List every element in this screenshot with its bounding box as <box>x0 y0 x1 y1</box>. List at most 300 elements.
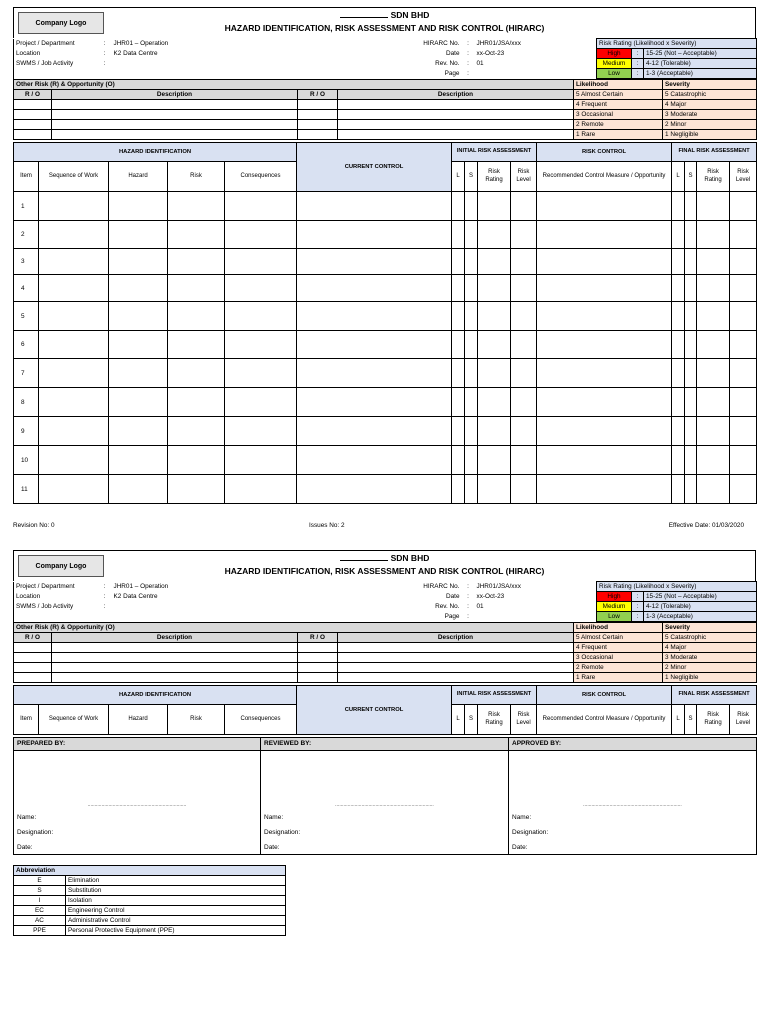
item-number: 6 <box>14 331 39 359</box>
hirarc-form-page-1 <box>13 7 756 507</box>
severity-item: 5 Catastrophic <box>663 90 757 100</box>
likelihood-item: 4 Frequent <box>574 100 663 110</box>
entry-cell[interactable] <box>685 331 697 359</box>
description-cell[interactable] <box>338 120 574 130</box>
ro-cell[interactable] <box>298 130 338 140</box>
ro-cell[interactable] <box>14 653 52 663</box>
entry-cell[interactable] <box>537 192 672 221</box>
l-col-header: L <box>672 162 685 192</box>
s-col-header: S <box>685 162 697 192</box>
ro-cell[interactable] <box>14 100 52 110</box>
location-value[interactable]: K2 Data Centre <box>113 593 158 600</box>
hazard-table <box>13 685 757 735</box>
hazard-identification-header: HAZARD IDENTIFICATION <box>14 686 297 705</box>
table-row <box>14 359 757 388</box>
entry-cell[interactable] <box>39 221 109 249</box>
entry-cell[interactable] <box>537 302 672 331</box>
signature-table <box>13 737 757 855</box>
risk-level-col-header: Risk Level <box>730 705 757 735</box>
risk-level-col-header: Risk Level <box>730 162 757 192</box>
entry-cell[interactable] <box>511 359 537 388</box>
current-control-header: CURRENT CONTROL <box>297 143 452 192</box>
entry-cell[interactable] <box>225 475 297 504</box>
entry-cell[interactable] <box>672 417 685 446</box>
item-col-header: Item <box>14 162 39 192</box>
entry-cell[interactable] <box>537 275 672 302</box>
entry-cell[interactable] <box>730 192 757 221</box>
entry-cell[interactable] <box>730 359 757 388</box>
entry-cell[interactable] <box>297 331 452 359</box>
entry-cell[interactable] <box>109 275 168 302</box>
description-cell[interactable] <box>338 653 574 663</box>
approved-signature-box[interactable]: ....................................................................... Name: Designation: Date: <box>509 751 757 855</box>
entry-cell[interactable] <box>537 359 672 388</box>
risk-rating-col-header: Risk Rating <box>478 705 511 735</box>
severity-header: Severity <box>663 623 757 633</box>
description-cell[interactable] <box>338 110 574 120</box>
entry-cell[interactable] <box>465 221 478 249</box>
description-cell[interactable] <box>52 663 298 673</box>
entry-cell[interactable] <box>537 221 672 249</box>
swms-label: SWMS / Job Activity <box>14 602 98 612</box>
ro-cell[interactable] <box>14 110 52 120</box>
item-number: 5 <box>14 302 39 331</box>
entry-cell[interactable] <box>465 331 478 359</box>
abbr-code: AC <box>14 916 66 926</box>
entry-cell[interactable] <box>168 331 225 359</box>
likelihood-item: 1 Rare <box>574 130 663 140</box>
entry-cell[interactable] <box>297 417 452 446</box>
entry-cell[interactable] <box>168 475 225 504</box>
entry-cell[interactable] <box>297 359 452 388</box>
entry-cell[interactable] <box>672 446 685 475</box>
entry-cell[interactable] <box>697 417 730 446</box>
reviewed-by-label: REVIEWED BY: <box>261 738 509 751</box>
entry-cell[interactable] <box>672 359 685 388</box>
description-header: Description <box>338 90 574 100</box>
description-cell[interactable] <box>338 663 574 673</box>
entry-cell[interactable] <box>685 475 697 504</box>
description-cell[interactable] <box>52 120 298 130</box>
hazard-col-header: Hazard <box>109 162 168 192</box>
entry-cell[interactable] <box>452 275 465 302</box>
entry-cell[interactable] <box>39 446 109 475</box>
entry-cell[interactable] <box>730 417 757 446</box>
entry-cell[interactable] <box>478 417 511 446</box>
entry-cell[interactable] <box>537 249 672 275</box>
entry-cell[interactable] <box>697 359 730 388</box>
entry-cell[interactable] <box>697 302 730 331</box>
rev-label: Rev. No. <box>435 603 460 610</box>
entry-cell[interactable] <box>685 446 697 475</box>
entry-cell[interactable] <box>672 302 685 331</box>
entry-cell[interactable] <box>672 275 685 302</box>
severity-item: 2 Minor <box>663 120 757 130</box>
risk-low-desc: 1-3 (Acceptable) <box>644 69 757 79</box>
location-value[interactable]: K2 Data Centre <box>113 50 158 57</box>
description-cell[interactable] <box>52 130 298 140</box>
entry-cell[interactable] <box>39 417 109 446</box>
description-header: Description <box>338 633 574 643</box>
ro-cell[interactable] <box>14 120 52 130</box>
entry-cell[interactable] <box>225 192 297 221</box>
severity-item: 3 Moderate <box>663 110 757 120</box>
ro-cell[interactable] <box>298 653 338 663</box>
entry-cell[interactable] <box>672 192 685 221</box>
entry-cell[interactable] <box>109 359 168 388</box>
likelihood-item: 5 Almost Certain <box>574 90 663 100</box>
entry-cell[interactable] <box>685 359 697 388</box>
entry-cell[interactable] <box>297 249 452 275</box>
entry-cell[interactable] <box>297 446 452 475</box>
hirarc-value[interactable]: JHR01/JSA/xxx <box>476 40 521 47</box>
entry-cell[interactable] <box>109 249 168 275</box>
entry-cell[interactable] <box>697 475 730 504</box>
entry-cell[interactable] <box>168 359 225 388</box>
risk-control-header: RISK CONTROL <box>537 143 672 162</box>
entry-cell[interactable] <box>452 388 465 417</box>
entry-cell[interactable] <box>225 275 297 302</box>
form-header <box>13 550 756 581</box>
entry-cell[interactable] <box>168 275 225 302</box>
entry-cell[interactable] <box>452 331 465 359</box>
likelihood-item: 4 Frequent <box>574 643 663 653</box>
description-cell[interactable] <box>52 653 298 663</box>
entry-cell[interactable] <box>109 475 168 504</box>
entry-cell[interactable] <box>478 249 511 275</box>
entry-cell[interactable] <box>225 221 297 249</box>
table-row <box>14 249 757 275</box>
entry-cell[interactable] <box>730 221 757 249</box>
entry-cell[interactable] <box>685 388 697 417</box>
item-number: 7 <box>14 359 39 388</box>
risk-medium-badge: Medium <box>597 59 632 69</box>
entry-cell[interactable] <box>685 192 697 221</box>
ro-cell[interactable] <box>298 100 338 110</box>
entry-cell[interactable] <box>297 192 452 221</box>
initial-risk-header: INITIAL RISK ASSESSMENT <box>452 686 537 705</box>
ro-cell[interactable] <box>14 130 52 140</box>
entry-cell[interactable] <box>452 221 465 249</box>
entry-cell[interactable] <box>225 417 297 446</box>
ro-cell[interactable] <box>298 673 338 683</box>
likelihood-item: 5 Almost Certain <box>574 633 663 643</box>
hazard-table <box>13 142 757 507</box>
entry-cell[interactable] <box>672 221 685 249</box>
entry-cell[interactable] <box>109 221 168 249</box>
entry-cell[interactable] <box>39 388 109 417</box>
date-value[interactable]: xx-Oct-23 <box>476 50 505 57</box>
likelihood-item: 2 Remote <box>574 120 663 130</box>
date-value[interactable]: xx-Oct-23 <box>476 593 505 600</box>
entry-cell[interactable] <box>537 446 672 475</box>
company-logo: Company Logo <box>18 555 104 577</box>
entry-cell[interactable] <box>478 359 511 388</box>
abbr-code: S <box>14 886 66 896</box>
entry-cell[interactable] <box>225 331 297 359</box>
entry-cell[interactable] <box>672 475 685 504</box>
entry-cell[interactable] <box>465 359 478 388</box>
entry-cell[interactable] <box>730 388 757 417</box>
entry-cell[interactable] <box>537 388 672 417</box>
table-row <box>14 192 757 221</box>
entry-cell[interactable] <box>511 331 537 359</box>
swms-value[interactable] <box>112 59 234 69</box>
entry-cell[interactable] <box>511 249 537 275</box>
entry-cell[interactable] <box>465 275 478 302</box>
abbr-meaning: Elimination <box>66 876 286 886</box>
project-value[interactable]: JHR01 – Operation <box>113 583 169 590</box>
entry-cell[interactable] <box>730 249 757 275</box>
entry-cell[interactable] <box>168 249 225 275</box>
entry-cell[interactable] <box>478 388 511 417</box>
entry-cell[interactable] <box>478 331 511 359</box>
entry-cell[interactable] <box>511 221 537 249</box>
entry-cell[interactable] <box>730 331 757 359</box>
entry-cell[interactable] <box>730 446 757 475</box>
page-label: Page <box>444 70 460 77</box>
entry-cell[interactable] <box>297 388 452 417</box>
entry-cell[interactable] <box>672 331 685 359</box>
entry-cell[interactable] <box>109 192 168 221</box>
risk-rating-col-header: Risk Rating <box>697 705 730 735</box>
signature-line: ....................................................................... <box>335 802 434 808</box>
entry-cell[interactable] <box>452 302 465 331</box>
entry-cell[interactable] <box>697 331 730 359</box>
l-col-header: L <box>452 705 465 735</box>
abbr-code: I <box>14 896 66 906</box>
entry-cell[interactable] <box>39 331 109 359</box>
entry-cell[interactable] <box>452 192 465 221</box>
risk-medium-badge: Medium <box>597 602 632 612</box>
prepared-signature-box[interactable]: ....................................................................... Name: Designation: Date: <box>14 751 261 855</box>
company-name-blank[interactable] <box>340 560 388 561</box>
entry-cell[interactable] <box>225 446 297 475</box>
entry-cell[interactable] <box>39 192 109 221</box>
signature-line: ....................................................................... <box>583 802 682 808</box>
entry-cell[interactable] <box>685 302 697 331</box>
hirarc-form-page-2 <box>13 550 756 735</box>
entry-cell[interactable] <box>730 475 757 504</box>
form-title: HAZARD IDENTIFICATION, RISK ASSESSMENT AND RISK CONTROL (HIRARC) <box>224 23 545 33</box>
description-cell[interactable] <box>52 673 298 683</box>
entry-cell[interactable] <box>297 302 452 331</box>
entry-cell[interactable] <box>109 302 168 331</box>
form-title: HAZARD IDENTIFICATION, RISK ASSESSMENT AND RISK CONTROL (HIRARC) <box>224 566 545 576</box>
entry-cell[interactable] <box>168 302 225 331</box>
entry-cell[interactable] <box>478 221 511 249</box>
description-cell[interactable] <box>52 100 298 110</box>
entry-cell[interactable] <box>685 417 697 446</box>
entry-cell[interactable] <box>537 475 672 504</box>
entry-cell[interactable] <box>537 331 672 359</box>
severity-item: 4 Major <box>663 100 757 110</box>
likelihood-item: 3 Occasional <box>574 653 663 663</box>
entry-cell[interactable] <box>168 221 225 249</box>
entry-cell[interactable] <box>109 417 168 446</box>
item-number: 3 <box>14 249 39 275</box>
description-cell[interactable] <box>338 673 574 683</box>
entry-cell[interactable] <box>478 446 511 475</box>
entry-cell[interactable] <box>697 249 730 275</box>
form-info-table: Project / Department : JHR01 – Operation HIRARC No. : JHR01/JSA/xxx Risk Rating (Likelihood x Severity) Location : K2 Data Centre Date : xx-Oct-23 High : 15-25 (Not – Acceptable) SWMS / Job Activity : Rev. No. : 01 Medium : 4-12 (Tolerable) Page : Low : 1-3 (Acceptable) <box>13 38 757 79</box>
rev-value[interactable]: 01 <box>476 603 484 610</box>
entry-cell[interactable] <box>511 446 537 475</box>
date-label: Date <box>446 593 460 600</box>
form-header <box>13 7 756 38</box>
entry-cell[interactable] <box>225 359 297 388</box>
risk-col-header: Risk <box>168 705 225 735</box>
risk-low-desc: 1-3 (Acceptable) <box>644 612 757 622</box>
entry-cell[interactable] <box>465 446 478 475</box>
project-value[interactable]: JHR01 – Operation <box>113 40 169 47</box>
entry-cell[interactable] <box>297 221 452 249</box>
ro-header: R / O <box>298 633 338 643</box>
entry-cell[interactable] <box>685 221 697 249</box>
entry-cell[interactable] <box>478 192 511 221</box>
entry-cell[interactable] <box>511 475 537 504</box>
risk-rating-col-header: Risk Rating <box>697 162 730 192</box>
effective-date: Effective Date: 01/03/2020 <box>668 522 744 529</box>
entry-cell[interactable] <box>168 417 225 446</box>
ro-cell[interactable] <box>14 673 52 683</box>
entry-cell[interactable] <box>465 302 478 331</box>
hazard-identification-header: HAZARD IDENTIFICATION <box>14 143 297 162</box>
entry-cell[interactable] <box>225 388 297 417</box>
ro-cell[interactable] <box>14 663 52 673</box>
page-value[interactable] <box>475 69 597 79</box>
entry-cell[interactable] <box>452 249 465 275</box>
entry-cell[interactable] <box>297 475 452 504</box>
entry-cell[interactable] <box>109 446 168 475</box>
likelihood-item: 2 Remote <box>574 663 663 673</box>
entry-cell[interactable] <box>39 475 109 504</box>
entry-cell[interactable] <box>465 249 478 275</box>
entry-cell[interactable] <box>225 302 297 331</box>
entry-cell[interactable] <box>452 446 465 475</box>
entry-cell[interactable] <box>697 221 730 249</box>
recommended-col-header: Recommended Control Measure / Opportunity <box>537 705 672 735</box>
description-cell[interactable] <box>338 130 574 140</box>
description-cell[interactable] <box>52 643 298 653</box>
entry-cell[interactable] <box>730 302 757 331</box>
entry-cell[interactable] <box>685 249 697 275</box>
ro-cell[interactable] <box>298 663 338 673</box>
entry-cell[interactable] <box>697 192 730 221</box>
risk-rating-title: Risk Rating (Likelihood x Severity) <box>597 582 757 592</box>
hirarc-label: HIRARC No. <box>423 40 460 47</box>
rev-value[interactable]: 01 <box>476 60 484 67</box>
table-row <box>14 388 757 417</box>
ro-cell[interactable] <box>298 120 338 130</box>
s-col-header: S <box>465 705 478 735</box>
abbr-code: E <box>14 876 66 886</box>
l-col-header: L <box>452 162 465 192</box>
entry-cell[interactable] <box>511 417 537 446</box>
likelihood-item: 1 Rare <box>574 673 663 683</box>
abbr-code: EC <box>14 906 66 916</box>
ro-cell[interactable] <box>14 643 52 653</box>
risk-level-col-header: Risk Level <box>511 162 537 192</box>
entry-cell[interactable] <box>511 275 537 302</box>
entry-cell[interactable] <box>39 302 109 331</box>
description-header: Description <box>52 90 298 100</box>
page-value[interactable] <box>475 612 597 622</box>
abbr-meaning: Engineering Control <box>66 906 286 916</box>
prepared-by-label: PREPARED BY: <box>14 738 261 751</box>
entry-cell[interactable] <box>537 417 672 446</box>
entry-cell[interactable] <box>478 475 511 504</box>
entry-cell[interactable] <box>297 275 452 302</box>
sequence-col-header: Sequence of Work <box>39 705 109 735</box>
ro-cell[interactable] <box>298 643 338 653</box>
entry-cell[interactable] <box>168 388 225 417</box>
entry-cell[interactable] <box>478 275 511 302</box>
entry-cell[interactable] <box>452 359 465 388</box>
entry-cell[interactable] <box>465 475 478 504</box>
risk-low-badge: Low <box>597 69 632 79</box>
entry-cell[interactable] <box>511 192 537 221</box>
likelihood-header: Likelihood <box>574 623 663 633</box>
entry-cell[interactable] <box>478 302 511 331</box>
description-cell[interactable] <box>338 643 574 653</box>
ro-cell[interactable] <box>298 110 338 120</box>
entry-cell[interactable] <box>39 359 109 388</box>
risk-level-col-header: Risk Level <box>511 705 537 735</box>
company-name-blank[interactable] <box>340 17 388 18</box>
entry-cell[interactable] <box>168 446 225 475</box>
entry-cell[interactable] <box>672 388 685 417</box>
severity-item: 4 Major <box>663 643 757 653</box>
entry-cell[interactable] <box>39 249 109 275</box>
reviewed-signature-box[interactable]: ....................................................................... Name: Designation: Date: <box>261 751 509 855</box>
abbr-meaning: Personal Protective Equipment (PPE) <box>66 926 286 936</box>
table-row <box>14 331 757 359</box>
entry-cell[interactable] <box>697 388 730 417</box>
entry-cell[interactable] <box>109 388 168 417</box>
item-col-header: Item <box>14 705 39 735</box>
risk-high-badge: High <box>597 49 632 59</box>
entry-cell[interactable] <box>672 249 685 275</box>
entry-cell[interactable] <box>465 192 478 221</box>
entry-cell[interactable] <box>452 475 465 504</box>
entry-cell[interactable] <box>465 417 478 446</box>
entry-cell[interactable] <box>452 417 465 446</box>
entry-cell[interactable] <box>109 331 168 359</box>
swms-label: SWMS / Job Activity <box>14 59 98 69</box>
description-cell[interactable] <box>338 100 574 110</box>
risk-medium-desc: 4-12 (Tolerable) <box>644 59 757 69</box>
entry-cell[interactable] <box>511 388 537 417</box>
location-label: Location <box>14 49 98 59</box>
risk-rating-title: Risk Rating (Likelihood x Severity) <box>597 39 757 49</box>
entry-cell[interactable] <box>730 275 757 302</box>
abbreviation-title: Abbreviation <box>14 866 286 876</box>
table-row <box>14 417 757 446</box>
swms-value[interactable] <box>112 602 234 612</box>
entry-cell[interactable] <box>225 249 297 275</box>
table-row <box>14 221 757 249</box>
entry-cell[interactable] <box>465 388 478 417</box>
entry-cell[interactable] <box>39 275 109 302</box>
entry-cell[interactable] <box>168 192 225 221</box>
entry-cell[interactable] <box>685 275 697 302</box>
entry-cell[interactable] <box>697 446 730 475</box>
description-cell[interactable] <box>52 110 298 120</box>
entry-cell[interactable] <box>511 302 537 331</box>
hirarc-value[interactable]: JHR01/JSA/xxx <box>476 583 521 590</box>
entry-cell[interactable] <box>697 275 730 302</box>
